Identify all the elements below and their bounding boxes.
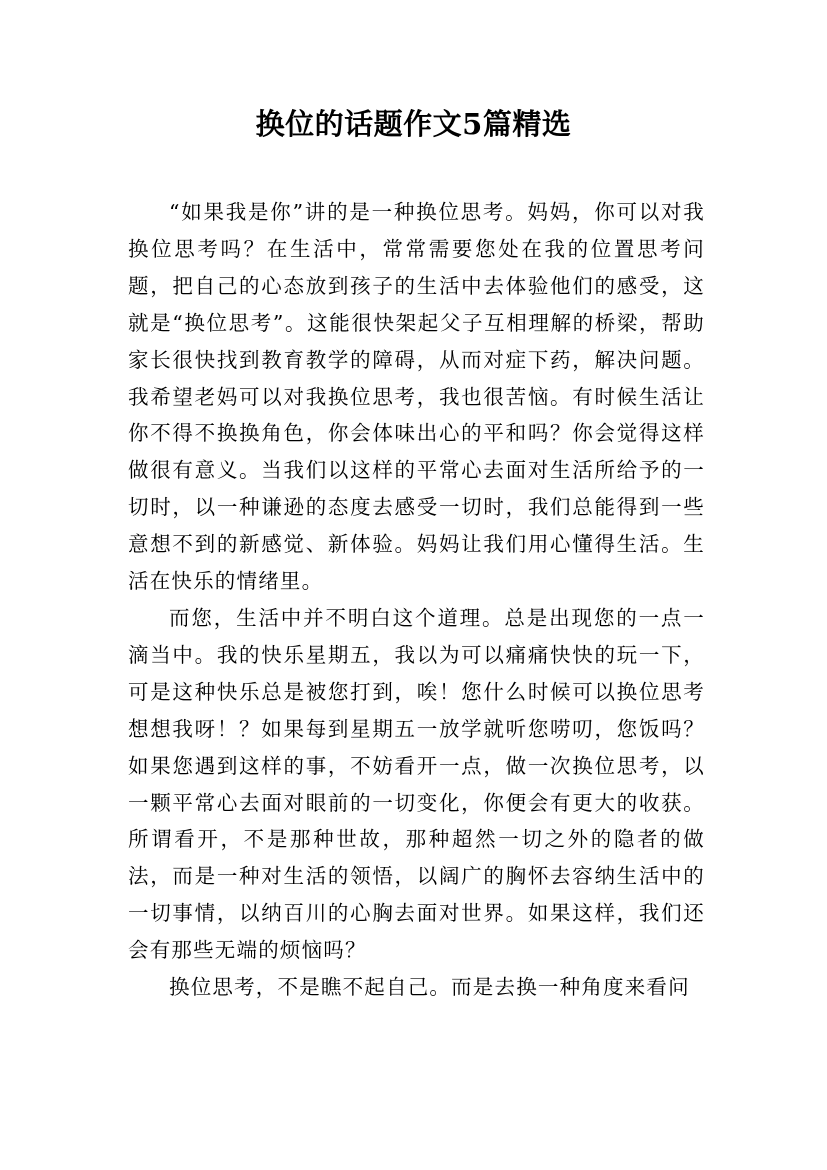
paragraph-3: 换位思考，不是瞧不起自己。而是去换一种角度来看问: [169, 975, 690, 1000]
paragraph-1: “如果我是你”讲的是一种换位思考。妈妈，你可以对我换位思考吗？在生活中，常常需要您处在我的位置思考问题，把自己的心态放到孩子的生活中去体验他们的感受，这就是“换位思考”。这能很快架起父子互相理解的桥梁，帮助家长很快找到教育教学的障碍，从而对症下药，解决问题。我希望老妈可以对我换位思考，我也很苦恼。有时候生活让你不得不换换角色，你会体味出心的平和吗？你会觉得这样做很有意义。当我们以这样的平常心去面对生活所给予的一切时，以一种谦逊的态度去感受一切时，我们总能得到一些意想不到的新感觉、新体验。妈妈让我们用心懂得生活。生活在快乐的情绪里。: [128, 200, 705, 594]
document-body: [128, 194, 705, 1006]
paragraph-2: 而您，生活中并不明白这个道理。总是出现您的一点一滴当中。我的快乐星期五，我以为可以痛痛快快的玩一下，可是这种快乐总是被您打到，唉！您什么时候可以换位思考想想我呀！？如果每到星期五一放学就听您唠叨，您饭吗？如果您遇到这样的事，不妨看开一点，做一次换位思考，以一颗平常心去面对眼前的一切变化，你便会有更大的收获。所谓看开，不是那种世故，那种超然一切之外的隐者的做法，而是一种对生活的领悟，以阔广的胸怀去容纳生活中的一切事情，以纳百川的心胸去面对世界。如果这样，我们还会有那些无端的烦恼吗？: [128, 605, 705, 963]
document-title: 换位的话题作文5篇精选: [255, 107, 572, 141]
